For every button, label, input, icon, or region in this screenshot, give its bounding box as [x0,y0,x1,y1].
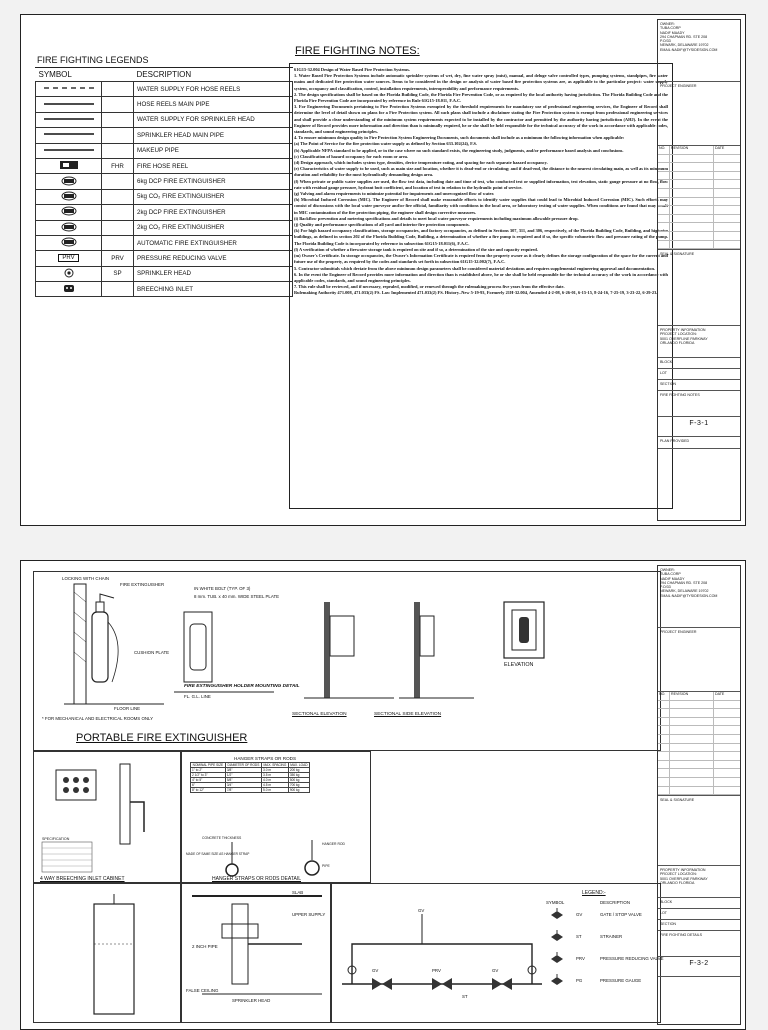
tb-company-line: TUBA CORP [660,26,681,31]
hanger-cell: 2 1/2" to 3" [191,773,226,778]
legend-description-cell: WATER SUPPLY FOR HOSE REELS [134,82,293,97]
legend-abbr-cell [102,220,134,235]
tb-field [658,920,740,931]
tb-revision-col: REVISION [670,692,714,700]
label-sprinkler-head: SPRINKLER HEAD [232,998,271,1003]
hose-reel-icon [59,160,79,172]
tb-company-line: NADIF MAADY [660,30,685,35]
note-paragraph: (i) Backflow prevention and metering specifications and details to meet local water purveyor requirements including maximum allowable pressure drop. [294,215,579,221]
valve-legend-abbr: PG [576,978,583,983]
legend-table [35,68,293,297]
tb-revision-row [658,752,740,761]
dashed-line-icon [44,85,94,93]
legend-abbr-cell: SP [102,266,134,281]
legend-symbol-cell [36,112,102,127]
valve-legend-desc: PRESSURE GAUGE [600,978,642,983]
tb-property-line: 5001 OVERFLINE PARKWAY [660,876,708,881]
tb-revision-col: NO. [658,692,670,700]
valve-symbol-icon [550,952,564,967]
note-paragraph: 4. To ensure minimum design quality in Fire Protection System Engineering Documents, such documents shall include as a minimum the following information when applicable: [294,135,625,141]
sheet-fire-fighting-notes [20,14,746,526]
valve-legend-abbr: GV [576,912,583,917]
hanger-header-cell: NOMINAL PIPE SIZE [191,763,226,768]
legend-row [36,143,293,158]
note-paragraph: 3. For Engineering Documents pertaining to Fire Protection Systems exempted by the threshold requirements for mandatory use of professional engineering services, the Engineer of Record shall determine the level of detail shown on plans for a Fire Protection system. All such plans shall include a disclaimer stating the Fire Protection system is exempt from professional engineering services and shall provide a clear understanding of the minimum system requirements expected to be installed by the contractor and permitted by the authority having jurisdiction (AHJ). In the event the Engineer of Record provides more information and direction than is minimally required, he or she shall be held responsible for the technical accuracy of the work in accordance with applicable codes, standards, and sound engineering principles. [294,104,668,135]
note-paragraph: (a) The Point of Service for the fire protection water supply as defined by Section 633.102(24), F.S. [294,141,478,147]
legend-description-cell: WATER SUPPLY FOR SPRINKLER HEAD [134,112,293,127]
tb-revision-row [658,718,740,727]
valve-symbol-icon [550,930,564,945]
hanger-cell: 5.0 m [262,788,289,793]
callout-locking-chain: LOCKING WITH CHAIN [62,576,110,581]
note-paragraph: 7. This rule shall be reviewed, and if necessary, repealed, modified, or renewed through the rulemaking process five years from the effective date. [294,284,565,290]
legend-symbol-cell [36,128,102,143]
extinguisher-panel [33,571,661,751]
hanger-cell: 1/2" [225,773,261,778]
tb-sheet-number-box [658,417,740,437]
callout-white-bolt: IN WHITE BOLT (TYP. OF 3) [194,586,251,591]
hanger-cell: 7/8" [225,788,261,793]
extinguisher-icon [61,176,77,188]
note-paragraph: 1. Water Based Fire Protection Systems include automatic sprinkler systems of wet, dry, fine water spray (mist), manual, and deluge valve controlled types, pumping systems, standpipes, fire water mains and dedicated fire protection water sources. Items to be considered in the design or analysis of water based fire protection systems are, as applicable to the particular project: water supply system, occupancy and classification, control, installation requirements, interoperability and performance requirements. [294,73,668,91]
tb-field [658,898,740,909]
valve-legend-desc: STRAINER [600,934,623,939]
legend-row [36,97,293,112]
portable-extinguisher-title: PORTABLE FIRE EXTINGUISHER [76,732,248,744]
legend-row [36,205,293,220]
tb-property-line: PROJECT LOCATION: [660,872,697,877]
tb-company [658,20,740,82]
hanger-cell: 350 kg [288,773,309,778]
note-paragraph: (h) Microbial Induced Corrosion (MIC). The Engineer of Record shall make reasonable efforts to identify water supplies that could lead to Microbial Induced Corrosion (MIC). Such efforts may consist of discussions with the local water purveyor and/or fire official, familiarity with conditions in the local area, or laboratory testing of water supplies. When conditions are found that may result in MIC contamination of the fire protection piping, the engineer shall design corrective measures. [294,197,668,215]
tb-revision-row [658,163,740,172]
label-slab: SLAB [292,890,304,895]
pipe-label-gv-2: GV [492,968,499,973]
tank-panel [33,883,181,1023]
tb-bottom [658,437,740,449]
tb-sheet-title-text: FIRE FIGHTING NOTES [660,393,700,398]
legend-abbr-cell [102,282,134,297]
legend-row [36,189,293,204]
tb-revision-row [658,232,740,241]
tb-company-line: P.O/33 [660,585,671,590]
tb-company-line: TUBA CORP [660,572,681,577]
legend-description-cell: SPRINKLER HEAD [134,266,293,281]
legend-row [36,282,293,297]
extinguisher-holder-drawing [34,572,662,752]
legend-abbr-cell: PRV [102,251,134,266]
legend-description-cell: PRESSURE REDUCING VALVE [134,251,293,266]
note-paragraph: (m) Owner's Certificate. In storage occupancies, the Owner's Information Certificate is required from the property owner as it clearly defines the storage configuration of the space for the current and future use of the property, as required by the codes and standards set forth in subsection 61G15-32.002(7), F.A.C. [294,253,668,265]
note-paragraph: (k) For high hazard occupancy classifications, storage occupancies, and factory occupancies, as defined in Sections 307, 311, and 306, respectively, of the Florida Building Code, Building, and high-rise buildings, as defined in section 202 of the Florida Building Code, Building, a determination of whether a fire pump is required and if so, the specific volumetric flow and pressure rating of the pump. The Florida Building Code is incorporated by reference in subsection 61G15-18.011(6), F.A.C. [294,228,668,246]
legend-symbol-cell [36,251,102,266]
tb-sheet-number-box [658,957,740,977]
callout-cushion-plate: CUSHION PLATE [134,650,170,655]
legend-symbol-cell [36,174,102,189]
tb-revision-row [658,761,740,770]
legend-symbol-cell [36,189,102,204]
legend-symbol-cell [36,220,102,235]
tb-company-line: EMAIL:NADIF@TYSIDESIGN.COM [660,47,718,52]
legend-symbol-cell [36,266,102,281]
breeching-spec-label: SPECIFICATION [42,837,70,841]
legend-description-cell: HOSE REELS MAIN PIPE [134,97,293,112]
legend-description-cell: AUTOMATIC FIRE EXTINGUISHER [134,235,293,250]
legend-abbr-cell [102,205,134,220]
tb-company-line: NADIF MAADY [660,576,685,581]
valve-legend-desc: GATE / STOP VALVE [600,912,642,917]
tb-company-line: NEWARK, DELAWARE 19702 [660,589,709,594]
note-paragraph: (g) Valving and alarm requirements to minimize potential for impairments and unrecognized flow of water. [294,191,495,197]
label-2-inch-pipe: 2 INCH PIPE [192,944,218,949]
tb-property [658,326,740,358]
note-paragraph: (l) A verification of whether a firewater storage tank is required on site and if so, a determination of the size and capacity required. [294,246,538,252]
valve-legend-desc: PRESSURE REDUCING VALVE [600,956,664,961]
hanger-cell: 4" to 5" [191,778,226,783]
tb-engineer [658,628,740,692]
note-paragraph: (c) Classification of hazard occupancy for each room or area. [294,153,409,159]
tb-revision-row [658,223,740,232]
legend-row [36,220,293,235]
legend-symbol-cell [36,235,102,250]
legend-abbr-cell [102,189,134,204]
tb-revision-row [658,735,740,744]
tb-engineer [658,82,740,146]
pipe-label-gv-3: GV [418,908,425,913]
note-paragraph: (f) When private or public water supplies are used, the flow test data, including date and time of test, who conducted test or supplied information, test elevation, static gauge pressure at no flow, flow rate with residual gauge pressure, hydrant butt coefficient, and location of test in relation to the hydraulic point of service. [294,178,668,190]
legend-symbol-cell [36,143,102,158]
hanger-header-cell: DIAMETER OF RODS [225,763,261,768]
solid-line-icon [44,101,94,109]
tb-field-label: BLOCK [660,360,673,365]
tb-seal [658,250,740,326]
tb-revision-col: DATE [715,692,725,696]
fire-fighting-legends [35,53,293,297]
sprinkler-panel [181,883,331,1023]
legend-row [36,235,293,250]
tb-field-label: LOT [660,911,667,916]
tb-property-line: ORLANDO FLORIDA [660,881,695,886]
tb-revision-header [658,692,740,701]
tb-revision-row [658,726,740,735]
callout-concrete-thickness: CONCRETE THICKNESS [202,836,242,840]
legend-row [36,174,293,189]
title-block [657,19,741,521]
tb-sheet-title [658,391,740,417]
tb-field-label: SECTION [660,382,676,387]
tb-company-line: OWNER: [660,568,675,572]
legend-col-description: DESCRIPTION [136,70,192,79]
note-paragraph: Rulemaking Authority 471.008, 471.033(2) FS. Law Implemented 471.033(2) FS. History–New 5-19-93, Formerly 21H-32.004, Amended 4-2-08, 6-26-01, 6-15-15, 8-24-16, 7-25-19, 3-23-22, 6-29-23. [294,290,658,296]
tb-revision-table [658,146,740,250]
tb-revision-col: REVISION [670,146,714,154]
hanger-header-cell: MAX. SPACING [263,763,287,767]
pipe-label-gv-1: GV [372,968,379,973]
hanger-panel [181,751,371,883]
callout-hanger-rod: HANGER ROD [322,842,345,846]
tb-revision-row [658,198,740,207]
prv-box-icon: PRV [58,254,78,262]
note-paragraph: 6. In the event the Engineer of Record provides more information and direction than is established above, he or she shall be held responsible for the technical accuracy of the work in accordance with applicable codes, standards, and sound engineering principles. [294,271,668,283]
hanger-cell: 900 kg [288,788,309,793]
valve-legend-abbr: ST [576,934,582,939]
legend-abbr-cell: FHR [102,158,134,173]
tb-engineer-label: PROJECT ENGINEER [660,630,697,634]
tb-property-line: PROPERTY INFORMATION [660,868,706,873]
legend-description-cell: SPRINKLER HEAD MAIN PIPE [134,128,293,143]
callout-same-size: MADE OF SAME SIZE AS HANGER STRAP [186,852,250,856]
callout-floor-line: FLOOR LINE [114,706,141,711]
legend-row [36,158,293,173]
sprinkler-icon [64,268,74,280]
legend-abbr-cell [102,97,134,112]
pipe-label-st: ST [462,994,468,999]
legend-symbol-cell [36,205,102,220]
hanger-detail-title: HANGER STRAPS OR RODS DEATAIL [212,876,301,882]
hanger-cell: 3/4" [225,783,261,788]
legend-row [36,128,293,143]
tb-field [658,358,740,369]
tb-seal [658,796,740,866]
sectional-elevation-label: SECTIONAL ELEVATION [292,712,347,717]
tb-company-line: NEWARK, DELAWARE 19702 [660,43,709,48]
hanger-cell: 8" to 12" [191,788,226,793]
breeching-cabinet-title: 4 WAY BREECHING INLET CABINET [40,876,125,882]
sheet-fire-fighting-details [20,560,746,1030]
note-paragraph: (b) Applicable NFPA standard to be applied, or in the case where no such standard exists, the engineering study, judgments, and/or performance based analysis and conclusions. [294,147,624,153]
solid-line-icon [44,147,94,155]
legend-abbr-cell [102,82,134,97]
valve-legend-col-description: DESCRIPTION [600,900,631,905]
tb-property-line: PROPERTY INFORMATION [660,328,706,333]
callout-gl-line: FL. G.L. LINE [184,694,211,699]
tb-field [658,909,740,920]
tb-revision-row [658,701,740,710]
tb-revision-header [658,146,740,155]
tb-property-line: ORLANDO FLORIDA [660,341,695,346]
tb-revision-row [658,744,740,753]
hanger-cell: 500 kg [288,778,309,783]
hanger-cell: 3.0 m [262,768,289,773]
tb-revision-row [658,778,740,787]
legend-abbr-cell [102,143,134,158]
tb-property [658,866,740,898]
tb-revision-col: NO. [658,146,670,154]
note-paragraph: (e) Characteristics of water supply to be used, such as main size and location, whether it is dead-end or circulating; and if dead-end, the distance to the nearest circulating main, as well as its minimum duration and reliability for the most hydraulically demanding design area. [294,166,668,178]
tb-revision-table [658,692,740,796]
legend-abbr-cell [102,235,134,250]
label-upper-supply: UPPER SUPPLY [292,912,326,917]
extinguisher-footnote: * FOR MECHANICAL AND ELECTRICAL ROOMS ONLY [42,716,154,721]
tb-field-label: BLOCK [660,900,673,905]
legend-row [36,82,293,97]
note-paragraph: (d) Design approach, which includes system type, densities, device temperature rating, and spacing for each separate hazard occupancy. [294,160,548,166]
valve-symbol-icon [550,908,564,923]
hanger-cell: 4.0 m [262,778,289,783]
extinguisher-icon [61,237,77,249]
tb-engineer-label: PROJECT ENGINEER [660,84,697,88]
legend-abbr-cell [102,112,134,127]
tb-revision-row [658,215,740,224]
legend-title: FIRE FIGHTING LEGENDS [35,53,293,68]
tb-field-label: SECTION [660,922,676,927]
tb-revision-row [658,155,740,164]
legend-symbol-cell [36,282,102,297]
callout-steel-plate: 8 mm. TUB. x 40 mm. WIDE STEEL PLATE [194,594,280,599]
hanger-cell: 200 kg [288,768,309,773]
hanger-cell: 4.5 m [262,783,289,788]
tb-revision-row [658,241,740,250]
valve-piping-drawing [332,884,662,1024]
breeching-panel [33,751,181,883]
tb-sheet-title-text: FIRE FIGHTING DETAILS [660,933,703,938]
hanger-detail-drawing [182,752,372,884]
tb-bottom-label: PLAN PROVIDED [660,439,690,444]
tb-sheet-number: F-3-2 [689,960,709,968]
tb-sheet-title [658,931,740,957]
tb-company-line: 294 CHAPMAN RD. STE 208 [660,34,708,39]
note-paragraph: 5. Contractor submittals which deviate from the above minimum design parameters shall be considered material deviations and requires supplemental engineering approval and documentation. [294,265,656,271]
fire-fighting-notes [289,45,673,509]
hanger-cell: 6" [191,783,226,788]
tb-company-line: EMAIL:NADIF@TYSIDESIGN.COM [660,593,718,598]
legend-abbr-cell [102,128,134,143]
hanger-header-cell: MAX. LOAD [290,763,308,767]
hanger-cell: 3/8" [225,768,261,773]
legend-description-cell: 2kg DCP FIRE EXTINGUISHER [134,205,293,220]
label-false-ceiling: FALSE CEILING [186,988,219,993]
legend-col-abbr [102,68,134,82]
solid-line-icon [44,131,94,139]
holder-detail-title: FIRE EXTINGUISHER HOLDER MOUNTING DETAIL [184,684,300,689]
valve-symbol-icon [550,974,564,989]
note-paragraph: 2. The design specifications shall be based on the Florida Building Code, the Florida Fire Prevention Code, or as required by the local authority having jurisdiction. The Florida Building Code and the Florida Fire Prevention Code are incorporated by reference in Rule 61G15-18.011, F.A.C. [294,91,668,104]
callout-fire-extinguisher: FIRE EXTINGUISHER [120,582,165,587]
legend-symbol-cell [36,82,102,97]
tb-company-line: OWNER: [660,22,675,26]
tb-revision-row [658,189,740,198]
tb-seal-label: SEAL & SIGNATURE [660,252,695,257]
sectional-side-elevation-label: SECTIONAL SIDE ELEVATION [374,712,442,717]
callout-pipe: PIPE [322,864,330,868]
tb-revision-row [658,709,740,718]
tb-revision-row [658,172,740,181]
tb-company-line: P.O/33 [660,39,671,44]
tb-property-line: 5001 OVERFLINE PARKWAY [660,336,708,341]
tb-revision-row [658,180,740,189]
legend-row [36,251,293,266]
tb-field [658,369,740,380]
hanger-cell: 1" to 2" [191,768,226,773]
sprinkler-drawing [182,884,332,1024]
tb-seal-label: SEAL & SIGNATURE [660,798,695,803]
tb-sheet-number: F-3-1 [689,420,709,428]
tb-property-line: PROJECT LOCATION: [660,332,697,337]
title-block [657,565,741,1025]
elevation-label: ELEVATION [504,662,534,668]
tb-revision-col: DATE [715,146,725,150]
tb-revision-row [658,787,740,796]
breeching-inlet-icon [63,283,75,295]
valve-legend-col-symbol: SYMBOL [546,900,565,905]
hanger-cell: 700 kg [288,783,309,788]
extinguisher-icon [61,222,77,234]
valve-legend-abbr: PRV [576,956,585,961]
legend-description-cell: FIRE HOSE REEL [134,158,293,173]
extinguisher-icon [61,206,77,218]
breeching-cabinet-drawing [34,752,182,884]
valve-legend-title: LEGEND:- [582,890,606,896]
tb-field [658,380,740,391]
notes-title: FIRE FIGHTING NOTES: [295,45,420,57]
legend-description-cell: BREECHING INLET [134,282,293,297]
solid-line-icon [44,116,94,124]
legend-row [36,266,293,281]
tb-company [658,566,740,628]
hanger-cell: 5/8" [225,778,261,783]
notes-body [289,63,673,509]
pipe-label-prv: PRV [432,968,441,973]
legend-body [36,82,293,297]
note-paragraph: 61G15-32.004 Design of Water Based Fire Protection Systems. [294,67,410,72]
legend-col-symbol: SYMBOL [38,70,72,79]
legend-description-cell: 2kg CO₂ FIRE EXTINGUISHER [134,220,293,235]
legend-description-cell: 5kg CO₂ FIRE EXTINGUISHER [134,189,293,204]
legend-row [36,112,293,127]
note-paragraph: (j) Quality and performance specifications of all yard and interior fire protection components. [294,222,470,228]
extinguisher-icon [61,191,77,203]
legend-abbr-cell [102,174,134,189]
tank-drawing [34,884,182,1024]
tb-revision-row [658,769,740,778]
legend-description-cell: 6kg DCP FIRE EXTINGUISHER [134,174,293,189]
tb-revision-row [658,206,740,215]
hanger-cell: 3.5 m [262,773,289,778]
tb-company-line: 294 CHAPMAN RD. STE 208 [660,580,708,585]
tb-field-label: LOT [660,371,667,376]
legend-description-cell: MAKEUP PIPE [134,143,293,158]
legend-symbol-cell [36,158,102,173]
hanger-table-title: HANGER STRAPS OR RODS [234,756,297,761]
legend-symbol-cell [36,97,102,112]
